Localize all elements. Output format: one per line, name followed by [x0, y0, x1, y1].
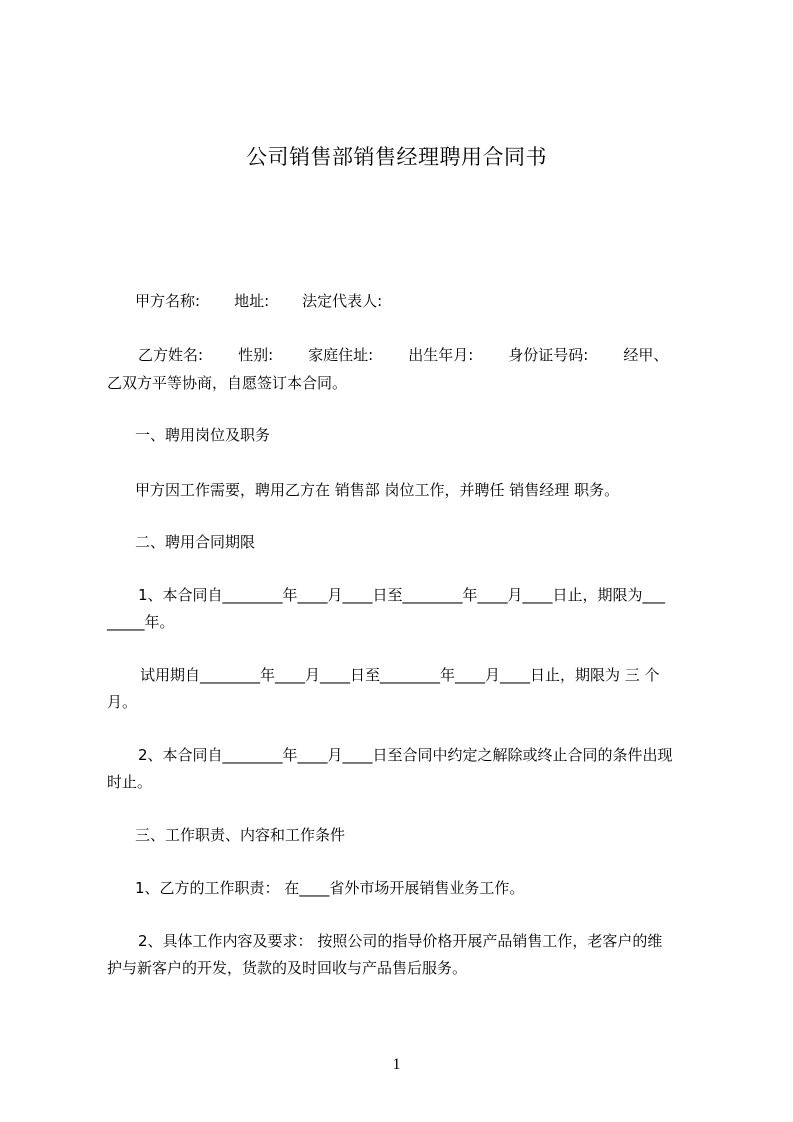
probation-line2: 月。	[107, 693, 138, 711]
section3-item2-line2: 护与新客户的开发，货款的及时回收与产品售后服务。	[107, 959, 468, 977]
party-b-id-label: 身份证号码:	[508, 346, 589, 364]
party-a-line	[135, 291, 382, 311]
party-b-name-label: 乙方姓名:	[138, 346, 204, 364]
party-b-line-2: 乙双方平等协商，自愿签订本合同。	[107, 374, 348, 392]
section3-item1: 1、乙方的工作职责： 在____省外市场开展销售业务工作。	[135, 879, 525, 897]
section2-item1-line1: 1、本合同自________年____月____日至________年____月____日止，期限为___	[138, 586, 666, 604]
party-b-tail: 经甲、	[623, 346, 669, 364]
page-title: 公司销售部销售经理聘用合同书	[246, 145, 547, 169]
section2-heading: 二、聘用合同期限	[135, 533, 256, 551]
page-number: 1	[392, 1056, 401, 1073]
party-b-home-label: 家庭住址:	[308, 346, 374, 364]
section2-item2-line1: 2、本合同自________年____月____日至合同中约定之解除或终止合同的条件出现	[138, 746, 673, 764]
party-b-line	[138, 345, 668, 365]
section1-body: 甲方因工作需要，聘用乙方在 销售部 岗位工作，并聘任 销售经理 职务。	[135, 481, 620, 499]
section2-item2-line2: 时止。	[107, 773, 153, 791]
section1-heading: 一、聘用岗位及职务	[135, 426, 271, 444]
probation-line1: 试用期自________年____月____日至________年____月____日止，期限为 三 个	[140, 666, 660, 684]
party-b-birth-label: 出生年月:	[408, 346, 474, 364]
section3-item2-line1: 2、具体工作内容及要求： 按照公司的指导价格开展产品销售工作，老客户的维	[138, 932, 663, 950]
party-a-rep-label: 法定代表人:	[302, 292, 383, 310]
section3-heading: 三、工作职责、内容和工作条件	[135, 826, 346, 844]
party-a-name-label: 甲方名称:	[135, 292, 201, 310]
section2-item1-line2: _____年。	[107, 613, 175, 631]
party-a-address-label: 地址:	[234, 292, 270, 310]
party-b-gender-label: 性别:	[238, 346, 274, 364]
